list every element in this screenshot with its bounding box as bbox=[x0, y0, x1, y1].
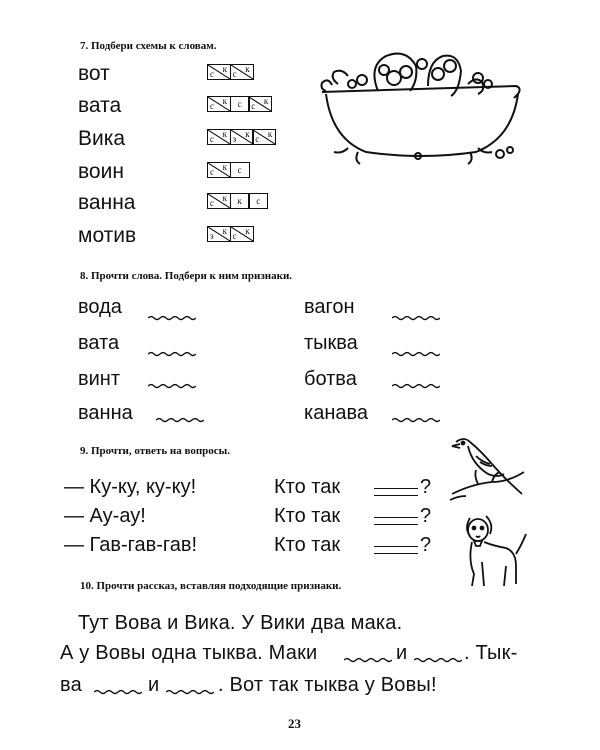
ex8-right-word: вагон bbox=[304, 296, 355, 318]
scheme-letter: к bbox=[263, 96, 269, 106]
dog-illustration bbox=[460, 510, 530, 590]
syllable-cell bbox=[207, 226, 231, 242]
story-line-2-part-a: А у Вовы одна тыква. Маки bbox=[60, 642, 318, 664]
scheme-letter: з bbox=[232, 134, 237, 144]
answer-blank[interactable] bbox=[148, 314, 196, 322]
syllable-cell bbox=[207, 64, 231, 80]
syllable-cell bbox=[207, 193, 231, 209]
scheme-letter: с bbox=[210, 167, 214, 177]
ex7-word: ванна bbox=[78, 191, 136, 214]
exercise-9-header: 9. Прочти, ответь на вопросы. bbox=[80, 445, 231, 457]
ex7-word: вата bbox=[78, 94, 122, 117]
question-mark: ? bbox=[420, 476, 432, 498]
exercise-8-header: 8. Прочти слова. Подбери к ним признаки. bbox=[80, 270, 293, 282]
ex8-right-word: ботва bbox=[304, 368, 357, 390]
ex7-word: Вика bbox=[78, 127, 126, 150]
sound-scheme bbox=[207, 226, 252, 242]
ex8-right-word: тыква bbox=[304, 332, 358, 354]
scheme-letter: к bbox=[245, 64, 250, 74]
syllable-cell bbox=[207, 129, 231, 145]
sound-scheme bbox=[207, 64, 252, 80]
scheme-letter: к bbox=[267, 129, 273, 139]
sound-scheme bbox=[207, 193, 267, 209]
answer-blank[interactable] bbox=[148, 382, 196, 390]
scheme-letter: с bbox=[255, 134, 260, 144]
question-mark: ? bbox=[420, 534, 432, 556]
syllable-cell bbox=[248, 96, 272, 112]
answer-blank[interactable] bbox=[392, 382, 440, 390]
scheme-letter: с bbox=[237, 99, 242, 109]
scheme-letter: с bbox=[232, 69, 237, 79]
scheme-letter: к bbox=[222, 162, 227, 172]
scheme-letter: к bbox=[245, 226, 250, 236]
sound-cell bbox=[230, 162, 250, 178]
scheme-letter: к bbox=[222, 226, 227, 236]
ex8-left-word: вата bbox=[78, 332, 120, 354]
sound-cell bbox=[230, 96, 250, 112]
ex8-left-word: винт bbox=[78, 368, 121, 390]
scheme-letter: с bbox=[256, 196, 261, 206]
scheme-letter: к bbox=[222, 129, 227, 139]
sound-scheme bbox=[207, 129, 275, 145]
exercise-7-header: 7. Подбери схемы к словам. bbox=[80, 40, 217, 52]
page-number: 23 bbox=[288, 716, 301, 731]
syllable-cell bbox=[230, 226, 254, 242]
call-line: — Гав-гав-гав! bbox=[64, 534, 198, 556]
scheme-letter: к bbox=[222, 96, 227, 106]
call-line: — Ку-ку, ку-ку! bbox=[64, 476, 197, 498]
ex7-word: мотив bbox=[78, 224, 137, 247]
answer-blank[interactable] bbox=[94, 688, 142, 696]
story-line-2-part-c: . Тык- bbox=[464, 642, 518, 664]
answer-line[interactable] bbox=[374, 517, 418, 525]
syllable-cell bbox=[207, 162, 231, 178]
ex8-left-word: вода bbox=[78, 296, 122, 318]
answer-line[interactable] bbox=[374, 488, 418, 496]
answer-blank[interactable] bbox=[392, 314, 440, 322]
ex8-right-word: канава bbox=[304, 402, 369, 424]
sound-cell bbox=[248, 193, 268, 209]
scheme-letter: с bbox=[210, 134, 214, 144]
syllable-cell bbox=[230, 64, 254, 80]
scheme-letter: к bbox=[222, 64, 227, 74]
ex8-left-word: ванна bbox=[78, 402, 133, 424]
scheme-letter: к bbox=[222, 193, 227, 203]
ex7-word: вот bbox=[78, 62, 110, 85]
answer-blank[interactable] bbox=[414, 656, 462, 664]
story-line-3-part-b: и bbox=[148, 674, 160, 696]
scheme-letter: с bbox=[210, 101, 214, 111]
syllable-cell bbox=[207, 96, 231, 112]
syllable-cell bbox=[230, 129, 254, 145]
story-line-2-part-b: и bbox=[396, 642, 408, 664]
answer-line[interactable] bbox=[374, 546, 418, 554]
scheme-letter: з bbox=[210, 231, 214, 241]
answer-blank[interactable] bbox=[392, 350, 440, 358]
scheme-letter: к bbox=[245, 129, 250, 139]
question-text: Кто так bbox=[274, 505, 341, 527]
question-text: Кто так bbox=[274, 534, 341, 556]
story-line-1: Тут Вова и Вика. У Вики два мака. bbox=[78, 612, 403, 634]
syllable-cell bbox=[252, 129, 276, 145]
bathtub-illustration bbox=[318, 36, 528, 166]
question-mark: ? bbox=[420, 505, 432, 527]
story-line-3-part-a: ва bbox=[60, 674, 82, 696]
answer-blank[interactable] bbox=[344, 656, 392, 664]
call-line: — Ау-ау! bbox=[64, 505, 146, 527]
sound-cell bbox=[230, 193, 250, 209]
ex7-word: воин bbox=[78, 160, 124, 183]
scheme-letter: с bbox=[232, 231, 237, 241]
scheme-letter: с bbox=[251, 101, 256, 111]
story-line-3-part-c: . Вот так тыква у Вовы! bbox=[218, 674, 437, 696]
scheme-letter: с bbox=[210, 69, 214, 79]
scheme-letter: к bbox=[237, 196, 242, 206]
sound-scheme bbox=[207, 162, 248, 178]
answer-blank[interactable] bbox=[392, 416, 440, 424]
sound-scheme bbox=[207, 96, 271, 112]
answer-blank[interactable] bbox=[166, 688, 214, 696]
question-text: Кто так bbox=[274, 476, 341, 498]
answer-blank[interactable] bbox=[156, 416, 204, 424]
answer-blank[interactable] bbox=[148, 350, 196, 358]
cuckoo-bird-illustration bbox=[448, 432, 528, 504]
exercise-10-header: 10. Прочти рассказ, вставляя подходящие признаки. bbox=[80, 580, 342, 592]
scheme-letter: с bbox=[210, 198, 214, 208]
scheme-letter: с bbox=[237, 165, 242, 175]
